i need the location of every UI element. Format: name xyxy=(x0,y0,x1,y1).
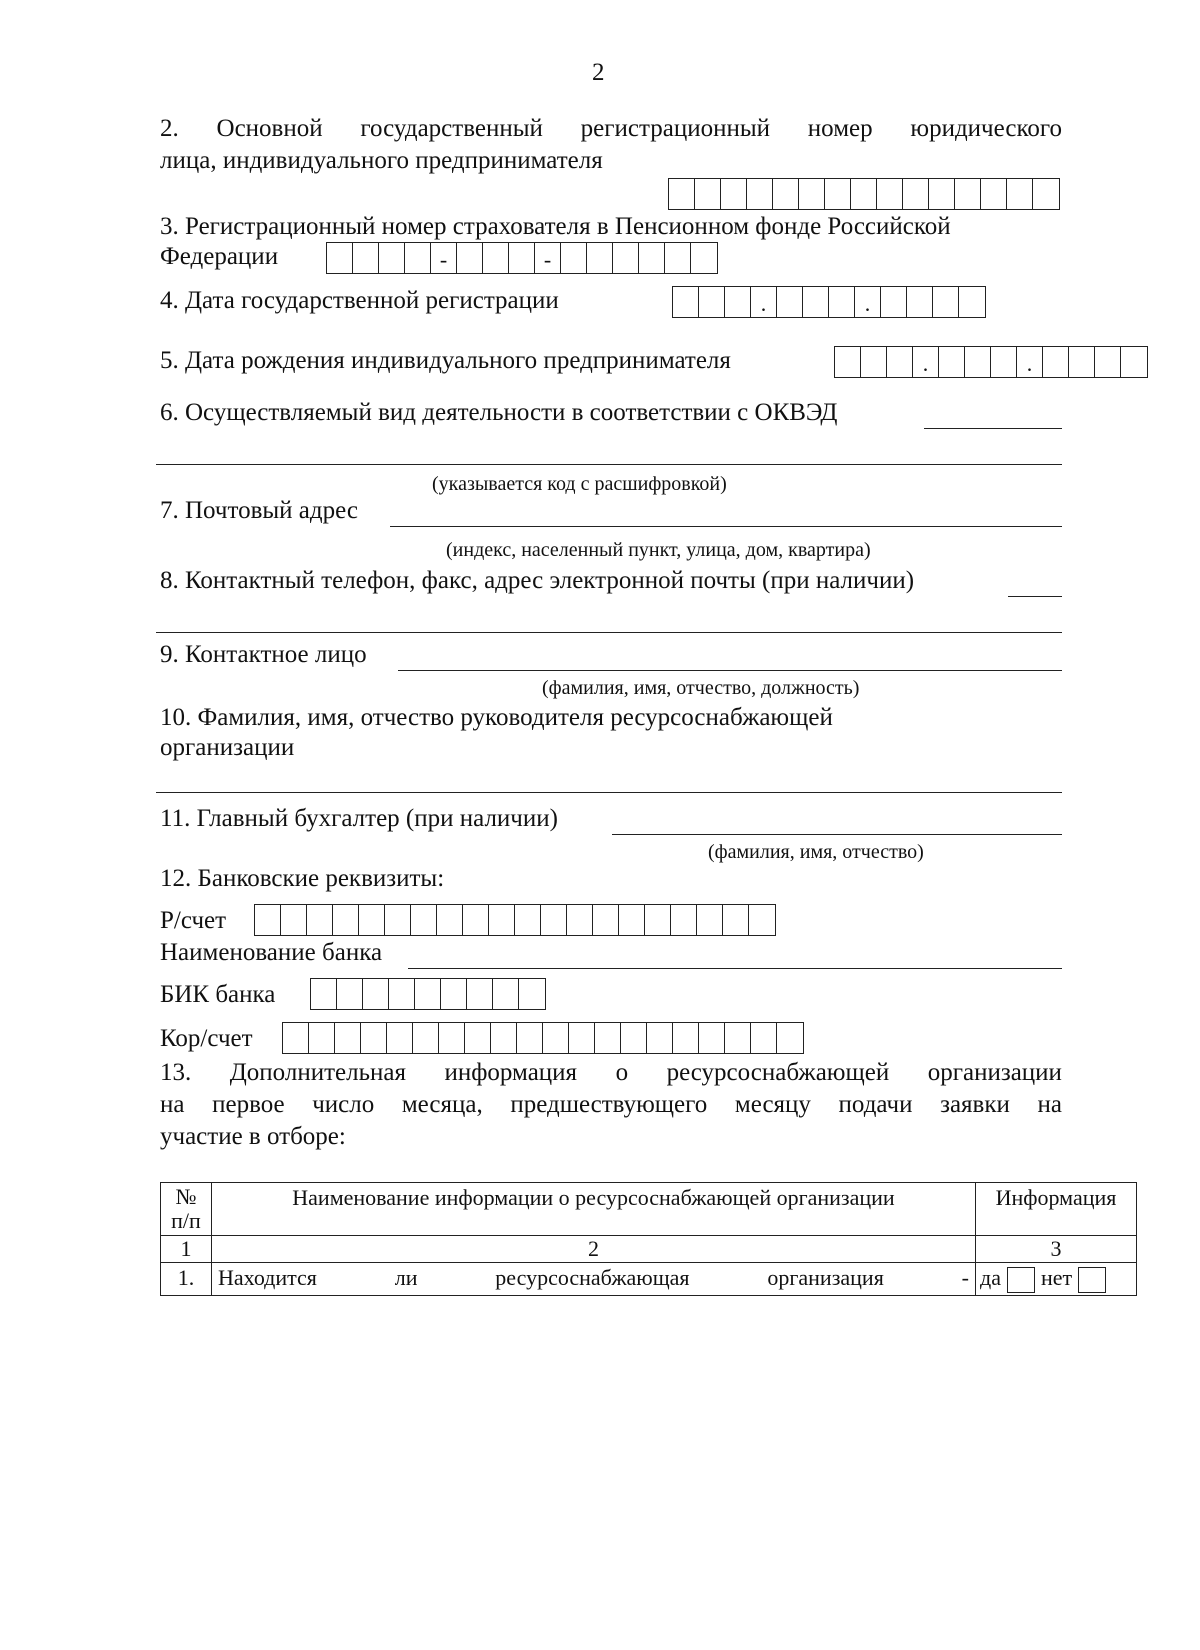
input-cell[interactable]: - xyxy=(431,243,457,273)
item8-label: 8. Контактный телефон, факс, адрес электронной почты (при наличии) xyxy=(160,567,915,594)
word: ресурсоснабжающая xyxy=(495,1265,690,1290)
bank-name-label: Наименование банка xyxy=(160,939,383,966)
input-cell[interactable] xyxy=(387,1023,413,1053)
no-checkbox[interactable] xyxy=(1078,1267,1106,1293)
input-cell[interactable] xyxy=(595,1023,621,1053)
input-cell[interactable] xyxy=(665,243,691,273)
word: 13. xyxy=(160,1059,192,1086)
item13-line1 xyxy=(160,1058,1062,1088)
input-cell[interactable] xyxy=(777,1023,803,1053)
input-cell[interactable] xyxy=(959,287,985,317)
input-cell[interactable] xyxy=(725,287,751,317)
input-cell[interactable] xyxy=(457,243,483,273)
row-text xyxy=(212,1263,976,1296)
item7-label: 7. Почтовый адрес xyxy=(160,497,358,524)
item2-line2: лица, индивидуального предпринимателя xyxy=(160,147,603,174)
input-cell[interactable] xyxy=(773,179,799,209)
input-cell[interactable] xyxy=(493,979,519,1009)
word: регистрационный xyxy=(580,115,771,142)
input-cell[interactable] xyxy=(877,179,903,209)
word: заявки xyxy=(940,1091,1010,1118)
yes-label: да xyxy=(980,1265,1001,1290)
chief-accountant-line[interactable] xyxy=(612,834,1062,835)
input-cell[interactable] xyxy=(509,243,535,273)
input-cell[interactable] xyxy=(695,179,721,209)
input-cell[interactable] xyxy=(907,287,933,317)
input-cell[interactable] xyxy=(835,347,861,377)
input-cell[interactable] xyxy=(515,905,541,935)
contact-person-line[interactable] xyxy=(398,670,1062,671)
input-cell[interactable] xyxy=(749,905,775,935)
word: ресурсоснабжающей xyxy=(666,1059,890,1086)
item3-line2: Федерации xyxy=(160,243,279,270)
item9-label: 9. Контактное лицо xyxy=(160,641,367,668)
word: Основной xyxy=(216,115,323,142)
item5-label: 5. Дата рождения индивидуального предпринимателя xyxy=(160,347,731,374)
input-cell[interactable] xyxy=(569,1023,595,1053)
word: на xyxy=(1037,1091,1062,1118)
input-cell[interactable] xyxy=(561,243,587,273)
input-cell[interactable] xyxy=(463,905,489,935)
item11-label: 11. Главный бухгалтер (при наличии) xyxy=(160,805,558,832)
input-cell[interactable] xyxy=(613,243,639,273)
word: информация xyxy=(444,1059,578,1086)
number-2: 2 xyxy=(212,1236,976,1263)
contacts-field-line[interactable] xyxy=(1008,596,1062,597)
input-cell[interactable] xyxy=(1095,347,1121,377)
input-cell[interactable] xyxy=(851,179,877,209)
input-cell[interactable] xyxy=(903,179,929,209)
input-cell[interactable] xyxy=(389,979,415,1009)
input-cell[interactable] xyxy=(465,1023,491,1053)
input-cell[interactable] xyxy=(981,179,1007,209)
header-info: Информация xyxy=(976,1183,1137,1236)
word: номер xyxy=(807,115,873,142)
input-cell[interactable] xyxy=(587,243,613,273)
bik-label: БИК банка xyxy=(160,981,276,1008)
input-cell[interactable] xyxy=(489,905,515,935)
word: организации xyxy=(927,1059,1062,1086)
input-cell[interactable] xyxy=(1007,179,1033,209)
input-cell[interactable]: . xyxy=(913,347,939,377)
ogrn-cells[interactable] xyxy=(668,178,1060,210)
input-cell[interactable] xyxy=(669,179,695,209)
input-cell[interactable] xyxy=(647,1023,673,1053)
input-cell[interactable] xyxy=(567,905,593,935)
contacts-field-line-2[interactable] xyxy=(156,632,1062,633)
header-name: Наименование информации о ресурсоснабжающей организации xyxy=(212,1183,976,1236)
input-cell[interactable] xyxy=(1069,347,1095,377)
no-label: нет xyxy=(1040,1265,1073,1290)
header-num: № п/п xyxy=(161,1183,212,1236)
input-cell[interactable] xyxy=(933,287,959,317)
input-cell[interactable] xyxy=(725,1023,751,1053)
word: организация xyxy=(767,1265,884,1290)
birth-date-cells[interactable] xyxy=(834,346,1148,378)
item10-line2: организации xyxy=(160,734,295,761)
number-3: 3 xyxy=(976,1236,1137,1263)
row-answer xyxy=(976,1263,1137,1296)
input-cell[interactable] xyxy=(721,179,747,209)
input-cell[interactable] xyxy=(359,905,385,935)
input-cell[interactable]: . xyxy=(1017,347,1043,377)
input-cell[interactable] xyxy=(799,179,825,209)
input-cell[interactable] xyxy=(483,243,509,273)
director-name-line[interactable] xyxy=(156,792,1062,793)
input-cell[interactable] xyxy=(353,243,379,273)
input-cell[interactable]: - xyxy=(535,243,561,273)
input-cell[interactable] xyxy=(327,243,353,273)
item9-hint: (фамилия, имя, отчество, должность) xyxy=(542,677,860,699)
yes-checkbox[interactable] xyxy=(1007,1267,1035,1293)
word: на xyxy=(160,1091,185,1118)
item11-hint: (фамилия, имя, отчество) xyxy=(708,841,924,863)
input-cell[interactable] xyxy=(965,347,991,377)
account-label: Р/счет xyxy=(160,907,227,934)
word: Находится xyxy=(218,1265,317,1290)
input-cell[interactable] xyxy=(1121,347,1147,377)
input-cell[interactable] xyxy=(803,287,829,317)
item10-line1: 10. Фамилия, имя, отчество руководителя ресурсоснабжающей xyxy=(160,704,833,731)
corr-label: Кор/счет xyxy=(160,1025,253,1052)
word: месяца, xyxy=(401,1091,483,1118)
input-cell[interactable] xyxy=(385,905,411,935)
word: государственный xyxy=(360,115,543,142)
input-cell[interactable] xyxy=(697,905,723,935)
page-number: 2 xyxy=(592,59,605,86)
input-cell[interactable] xyxy=(333,905,359,935)
word: предшествующего xyxy=(510,1091,708,1118)
input-cell[interactable] xyxy=(415,979,441,1009)
input-cell[interactable] xyxy=(861,347,887,377)
input-cell[interactable] xyxy=(411,905,437,935)
account-cells[interactable] xyxy=(254,904,776,936)
input-cell[interactable] xyxy=(361,1023,387,1053)
item3-line1: 3. Регистрационный номер страхователя в Пенсионном фонде Российской xyxy=(160,213,951,240)
input-cell[interactable] xyxy=(673,1023,699,1053)
item13-line3: участие в отборе: xyxy=(160,1123,346,1150)
input-cell[interactable] xyxy=(825,179,851,209)
word: 2. xyxy=(160,115,179,142)
word: юридического xyxy=(910,115,1062,142)
input-cell[interactable] xyxy=(645,905,671,935)
input-cell[interactable] xyxy=(955,179,981,209)
item4-label: 4. Дата государственной регистрации xyxy=(160,287,559,314)
table-row xyxy=(161,1263,1137,1296)
input-cell[interactable] xyxy=(1033,179,1059,209)
input-cell[interactable] xyxy=(991,347,1017,377)
pfr-number-cells[interactable] xyxy=(326,242,718,274)
registration-date-cells[interactable] xyxy=(672,286,986,318)
input-cell[interactable] xyxy=(829,287,855,317)
postal-address-line[interactable] xyxy=(390,526,1062,527)
input-cell[interactable] xyxy=(379,243,405,273)
input-cell[interactable] xyxy=(939,347,965,377)
input-cell[interactable] xyxy=(311,979,337,1009)
input-cell[interactable] xyxy=(309,1023,335,1053)
input-cell[interactable] xyxy=(639,243,665,273)
okved-field-line-2[interactable] xyxy=(156,464,1062,465)
input-cell[interactable] xyxy=(887,347,913,377)
input-cell[interactable] xyxy=(335,1023,361,1053)
item6-hint: (указывается код с расшифровкой) xyxy=(432,473,727,495)
input-cell[interactable] xyxy=(751,1023,777,1053)
word: месяцу xyxy=(734,1091,811,1118)
input-cell[interactable] xyxy=(517,1023,543,1053)
corr-account-cells[interactable] xyxy=(282,1022,804,1054)
word: первое xyxy=(212,1091,285,1118)
input-cell[interactable] xyxy=(543,1023,569,1053)
word: Дополнительная xyxy=(229,1059,406,1086)
item13-line2 xyxy=(160,1090,1062,1120)
input-cell[interactable] xyxy=(337,979,363,1009)
word: подачи xyxy=(838,1091,913,1118)
input-cell[interactable] xyxy=(691,243,717,273)
input-cell[interactable] xyxy=(491,1023,517,1053)
input-cell[interactable] xyxy=(281,905,307,935)
input-cell[interactable] xyxy=(467,979,493,1009)
input-cell[interactable] xyxy=(619,905,645,935)
input-cell[interactable] xyxy=(405,243,431,273)
item6-label: 6. Осуществляемый вид деятельности в соответствии с ОКВЭД xyxy=(160,399,838,426)
input-cell[interactable] xyxy=(699,287,725,317)
input-cell[interactable] xyxy=(441,979,467,1009)
input-cell[interactable]: . xyxy=(855,287,881,317)
table-number-row xyxy=(161,1236,1137,1263)
item12-label: 12. Банковские реквизиты: xyxy=(160,865,445,892)
input-cell[interactable] xyxy=(593,905,619,935)
input-cell[interactable] xyxy=(255,905,281,935)
input-cell[interactable] xyxy=(1043,347,1069,377)
input-cell[interactable] xyxy=(777,287,803,317)
input-cell[interactable] xyxy=(699,1023,725,1053)
bik-cells[interactable] xyxy=(310,978,546,1010)
item2-line1 xyxy=(160,114,1062,144)
input-cell[interactable] xyxy=(541,905,567,935)
input-cell[interactable] xyxy=(413,1023,439,1053)
word: ли xyxy=(394,1265,418,1290)
input-cell[interactable] xyxy=(283,1023,309,1053)
input-cell[interactable] xyxy=(437,905,463,935)
word: о xyxy=(615,1059,629,1086)
input-cell[interactable] xyxy=(363,979,389,1009)
item7-hint: (индекс, населенный пункт, улица, дом, квартира) xyxy=(446,539,871,561)
bank-name-line[interactable] xyxy=(408,968,1062,969)
input-cell[interactable] xyxy=(307,905,333,935)
input-cell[interactable] xyxy=(673,287,699,317)
input-cell[interactable] xyxy=(723,905,749,935)
input-cell[interactable] xyxy=(519,979,545,1009)
input-cell[interactable] xyxy=(929,179,955,209)
input-cell[interactable]: . xyxy=(751,287,777,317)
number-1: 1 xyxy=(161,1236,212,1263)
input-cell[interactable] xyxy=(881,287,907,317)
word: число xyxy=(312,1091,375,1118)
okved-field-line[interactable] xyxy=(924,428,1062,429)
row-num: 1. xyxy=(161,1263,212,1296)
input-cell[interactable] xyxy=(621,1023,647,1053)
input-cell[interactable] xyxy=(747,179,773,209)
word: - xyxy=(961,1265,969,1290)
input-cell[interactable] xyxy=(439,1023,465,1053)
table-header-row xyxy=(161,1183,1137,1236)
input-cell[interactable] xyxy=(671,905,697,935)
info-table xyxy=(160,1182,1137,1296)
